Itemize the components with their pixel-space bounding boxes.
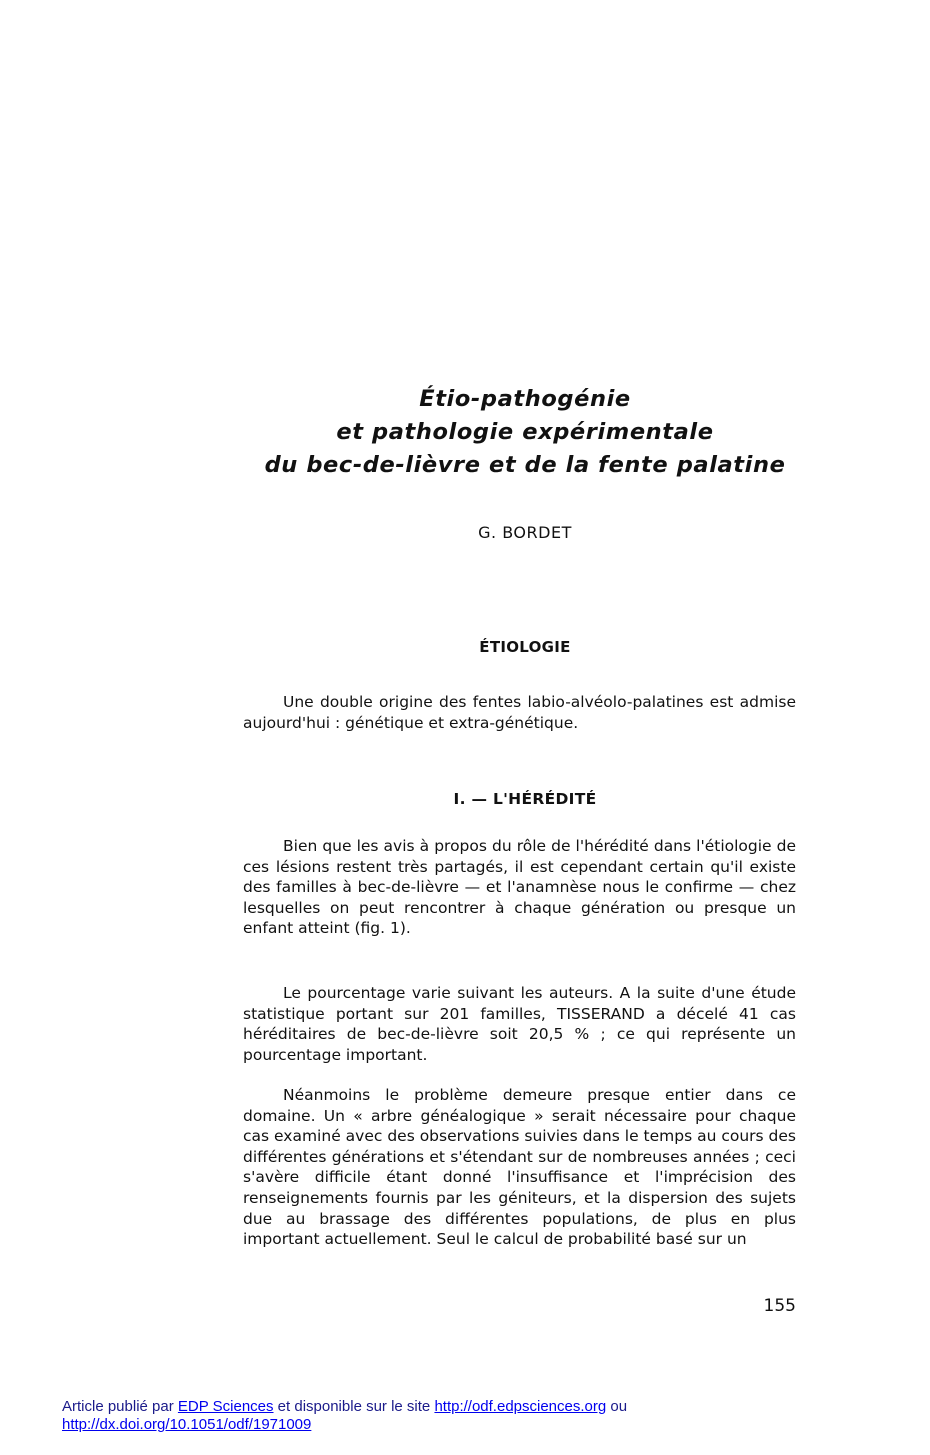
- title-line-1: Étio-pathogénie: [419, 386, 631, 412]
- title-line-2: et pathologie expérimentale: [336, 419, 714, 445]
- section-heading: ÉTIOLOGIE: [479, 638, 571, 656]
- body-paragraph-3: Néanmoins le problème demeure presque entier dans ce domaine. Un « arbre généalogique » serait nécessaire pour chaque cas examiné avec des observations suivies dans le temps au cours des différentes générations et s'étendant sur de nombreuses années ; ceci s'avère difficile étant donné l'insuffisance et l'imprécision des renseignements fournis par les géniteurs, et la dispersion des sujets due au brassage des différentes populations, de plus en plus important actuellement. Seul le calcul de probabilité basé sur un: [243, 1086, 796, 1249]
- intro-paragraph: Une double origine des fentes labio-alvéolo-palatines est admise aujourd'hui : génétique et extra-génétique.: [243, 693, 796, 732]
- doi-link[interactable]: http://dx.doi.org/10.1051/odf/1971009: [62, 1416, 312, 1433]
- author-name: G. BORDET: [478, 523, 572, 542]
- footer-text-after: ou: [606, 1398, 628, 1415]
- body-paragraph-2: Le pourcentage varie suivant les auteurs. A la suite d'une étude statistique portant sur 201 familles, TISSERAND a décelé 41 cas héréditaires de bec-de-lièvre soit 20,5 % ; ce qui représente un pourcentage important.: [243, 984, 796, 1064]
- publisher-footer: [62, 1398, 882, 1434]
- site-link[interactable]: http://odf.edpsciences.org: [434, 1398, 607, 1415]
- footer-text-before: Article publié par: [62, 1398, 178, 1415]
- body-paragraph-1: Bien que les avis à propos du rôle de l'hérédité dans l'étiologie de ces lésions restent très partagés, il est cependant certain qu'il existe des familles à bec-de-lièvre — et l'anamnèse nous le confirme — chez lesquelles on peut rencontrer à chaque génération ou presque un enfant atteint (fig. 1).: [243, 837, 796, 938]
- publisher-link[interactable]: EDP Sciences: [177, 1398, 274, 1415]
- footer-text-middle: et disponible sur le site: [273, 1398, 435, 1415]
- title-line-3: du bec-de-lièvre et de la fente palatine: [264, 452, 786, 478]
- subsection-heading: I. — L'HÉRÉDITÉ: [453, 790, 597, 808]
- page-number: 155: [763, 1296, 796, 1316]
- article-title: [200, 383, 850, 482]
